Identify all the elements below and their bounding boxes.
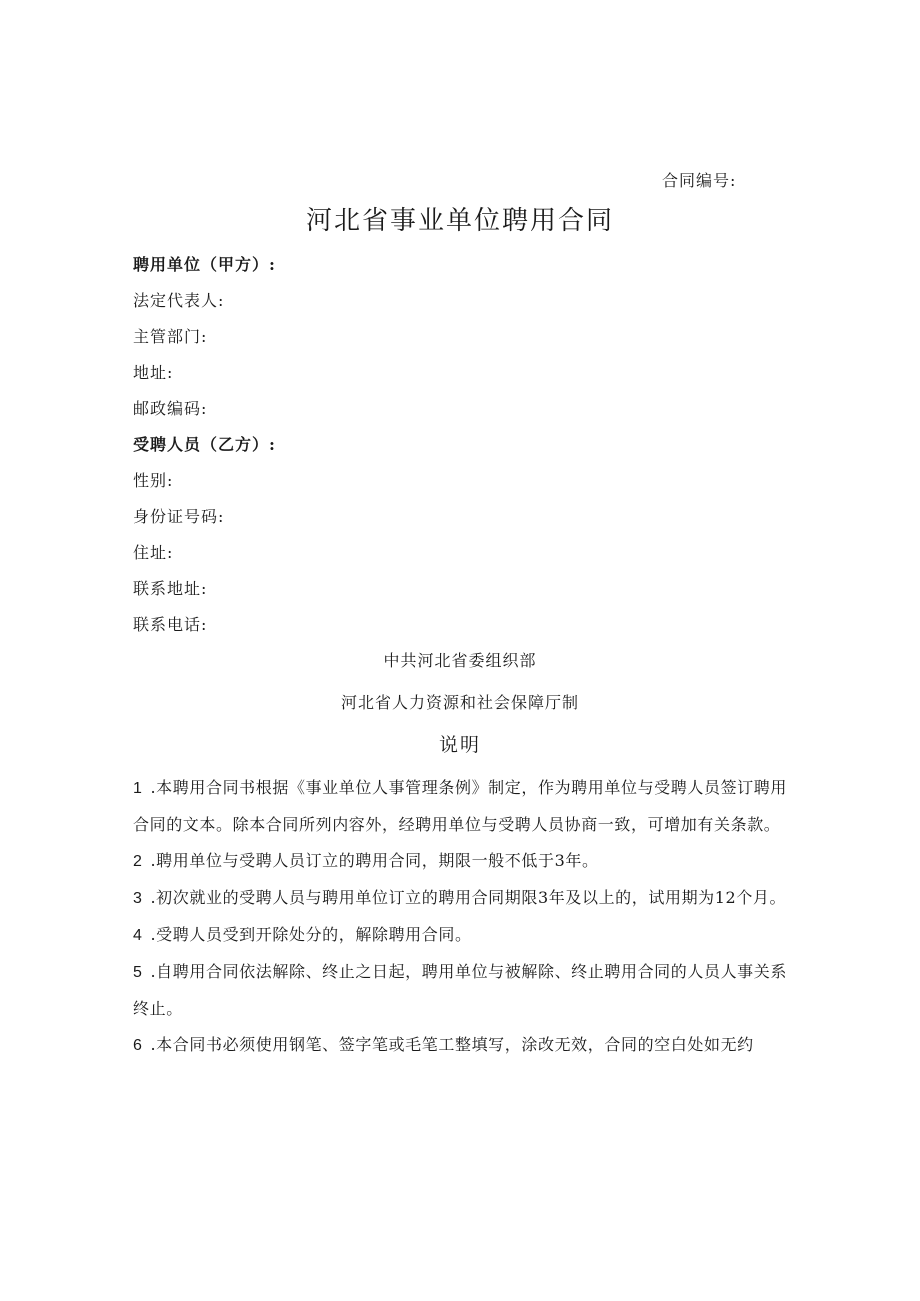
issuer-line-2: 河北省人力资源和社会保障厅制: [340, 693, 579, 712]
note-number: 5: [133, 964, 143, 981]
address-field: 地址:: [133, 363, 174, 382]
party-fields: [133, 253, 276, 649]
note-item: [133, 1027, 788, 1064]
party-b-heading: 受聘人员（乙方）:: [133, 435, 276, 454]
notes-title: 说明: [438, 734, 481, 756]
postal-code-field: 邮政编码:: [133, 399, 208, 418]
contact-address-field: 联系地址:: [133, 579, 208, 598]
note-text: .本聘用合同书根据《事业单位人事管理条例》制定，作为聘用单位与受聘人员签订聘用合同的文本。除本合同所列内容外，经聘用单位与受聘人员协商一致，可增加有关条款。: [133, 778, 787, 834]
note-number: 6: [133, 1037, 143, 1054]
issuer-line-1: 中共河北省委组织部: [383, 651, 537, 670]
note-number: 2: [133, 853, 143, 870]
notes-list: [133, 770, 788, 1064]
note-number: 1: [133, 780, 143, 797]
note-text: .自聘用合同依法解除、终止之日起，聘用单位与被解除、终止聘用合同的人员人事关系终止。: [133, 962, 787, 1018]
gender-field: 性别:: [133, 471, 174, 490]
note-number: 4: [133, 927, 143, 944]
note-text: .受聘人员受到开除处分的，解除聘用合同。: [150, 925, 472, 944]
party-a-heading: 聘用单位（甲方）:: [133, 255, 276, 274]
legal-representative-field: 法定代表人:: [133, 291, 225, 310]
note-item: [133, 880, 788, 917]
note-number: 3: [133, 890, 143, 907]
note-text: .本合同书必须使用钢笔、签字笔或毛笔工整填写，涂改无效，合同的空白处如无约: [150, 1035, 754, 1054]
note-item: [133, 770, 788, 843]
document-title: 河北省事业单位聘用合同: [305, 206, 614, 236]
note-text: .初次就业的受聘人员与聘用单位订立的聘用合同期限3年及以上的，试用期为12个月。: [150, 888, 787, 907]
contract-number-label: 合同编号:: [662, 171, 737, 190]
id-number-field: 身份证号码:: [133, 507, 225, 526]
residence-field: 住址:: [133, 543, 174, 562]
note-text: .聘用单位与受聘人员订立的聘用合同，期限一般不低于3年。: [150, 851, 599, 870]
note-item: [133, 917, 788, 954]
note-item: [133, 954, 788, 1027]
phone-field: 联系电话:: [133, 615, 208, 634]
department-field: 主管部门:: [133, 327, 208, 346]
note-item: [133, 843, 788, 880]
